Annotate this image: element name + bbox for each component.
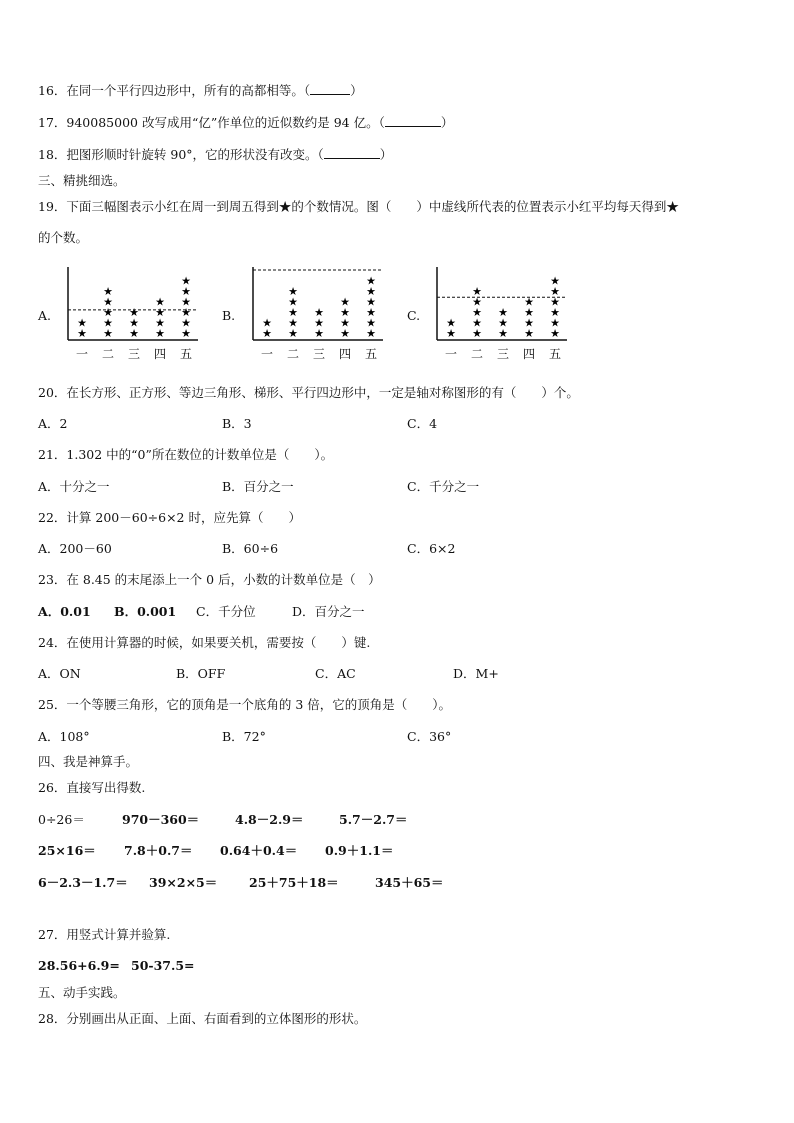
q17-close: ） <box>440 115 454 130</box>
star-mark: ★ <box>446 327 456 340</box>
q24-option-c[interactable]: C．AC <box>315 666 356 681</box>
q26-r1-c3: 4.8－2.9＝ <box>235 812 304 827</box>
star-mark: ★ <box>155 316 165 330</box>
chart-c-letter[interactable]: C. <box>407 308 421 323</box>
chart-c <box>433 265 573 365</box>
q19-line-1: 19．下面三幅图表示小红在周一到周五得到★的个数情况。图（ ）中虚线所代表的位置表示小红平均每天得到★ <box>38 199 679 214</box>
star-mark: ★ <box>129 316 139 330</box>
day-label: 四 <box>153 347 167 361</box>
q24-option-a[interactable]: A．ON <box>38 666 81 681</box>
star-mark: ★ <box>340 316 350 330</box>
question-18 <box>38 146 392 163</box>
star-mark: ★ <box>550 295 560 309</box>
q16-text: 在同一个平行四边形中，所有的高都相等。（ <box>66 83 311 98</box>
day-label: 一 <box>444 347 458 361</box>
question-23: 23．在 8.45 的末尾添上一个 0 后，小数的计数单位是（ ） <box>38 572 381 587</box>
q22-option-a[interactable]: A．200－60 <box>38 541 112 556</box>
star-mark: ★ <box>366 274 376 288</box>
q16-number: 16． <box>38 83 67 98</box>
star-mark: ★ <box>498 306 508 319</box>
star-mark: ★ <box>288 327 298 340</box>
question-24: 24．在使用计算器的时候，如果要关机，需要按（ ）键. <box>38 635 371 650</box>
star-mark: ★ <box>550 327 560 340</box>
question-22: 22．计算 200－60÷6×2 时，应先算（ ） <box>38 510 301 525</box>
star-mark: ★ <box>129 306 139 319</box>
day-label: 二 <box>101 347 115 361</box>
section-3-heading: 三、精挑细选。 <box>38 173 126 188</box>
q16-close: ） <box>350 83 363 98</box>
day-label: 一 <box>75 347 89 361</box>
day-label: 五 <box>179 347 193 361</box>
star-mark: ★ <box>340 295 350 309</box>
star-mark: ★ <box>77 316 87 330</box>
q23-option-c[interactable]: C．千分位 <box>196 604 256 619</box>
question-17 <box>38 114 453 131</box>
q20-option-b[interactable]: B．3 <box>222 416 252 431</box>
q27-title: 27．用竖式计算并验算. <box>38 927 171 942</box>
q26-r3-c1: 6－2.3－1.7＝ <box>38 875 128 890</box>
day-label: 三 <box>127 347 141 361</box>
star-mark: ★ <box>181 327 191 340</box>
q20-option-c[interactable]: C．4 <box>407 416 438 431</box>
q26-r2-c3: 0.64＋0.4＝ <box>220 843 298 858</box>
day-label: 四 <box>522 347 536 361</box>
star-mark: ★ <box>155 295 165 309</box>
question-21: 21．1.302 中的“0”所在数位的计数单位是（ ）。 <box>38 447 334 462</box>
question-20: 20．在长方形、正方形、等边三角形、梯形、平行四边形中，一定是轴对称图形的有（ ）个。 <box>38 385 579 400</box>
star-mark: ★ <box>340 306 350 319</box>
q26-r2-c4: 0.9＋1.1＝ <box>325 843 394 858</box>
chart-a <box>64 265 204 365</box>
star-mark: ★ <box>103 295 113 309</box>
q25-option-c[interactable]: C．36° <box>407 729 452 744</box>
star-mark: ★ <box>366 306 376 319</box>
chart-b <box>249 265 389 365</box>
q26-r1-c1: 0÷26＝ <box>38 812 85 827</box>
q27-item-1: 28.56+6.9= <box>38 958 120 973</box>
star-mark: ★ <box>181 274 191 288</box>
star-mark: ★ <box>262 327 272 340</box>
star-mark: ★ <box>288 316 298 330</box>
q17-number: 17． <box>38 115 67 130</box>
q26-title: 26．直接写出得数. <box>38 780 146 795</box>
star-mark: ★ <box>103 285 113 298</box>
star-mark: ★ <box>314 316 324 330</box>
star-mark: ★ <box>524 316 534 330</box>
chart-a-letter[interactable]: A. <box>38 308 52 323</box>
q24-option-d[interactable]: D．M+ <box>453 666 499 681</box>
q18-answer-blank[interactable] <box>324 146 380 159</box>
day-label: 三 <box>496 347 510 361</box>
star-mark: ★ <box>472 327 482 340</box>
star-mark: ★ <box>181 295 191 309</box>
q22-option-b[interactable]: B．60÷6 <box>222 541 279 556</box>
star-mark: ★ <box>498 316 508 330</box>
star-mark: ★ <box>103 306 113 319</box>
star-mark: ★ <box>181 316 191 330</box>
day-label: 二 <box>286 347 300 361</box>
q26-r2-c1: 25×16＝ <box>38 843 96 858</box>
section-5-heading: 五、动手实践。 <box>38 985 126 1000</box>
q23-option-a[interactable]: A．0.01 <box>38 604 91 619</box>
star-chart-svg <box>249 265 389 365</box>
star-mark: ★ <box>77 327 87 340</box>
star-mark: ★ <box>155 306 165 319</box>
star-mark: ★ <box>550 285 560 298</box>
star-mark: ★ <box>550 274 560 288</box>
q17-answer-blank[interactable] <box>385 114 441 127</box>
star-mark: ★ <box>314 306 324 319</box>
q18-text: 把图形顺时针旋转 90°，它的形状没有改变。（ <box>66 147 324 162</box>
star-mark: ★ <box>288 306 298 319</box>
day-label: 五 <box>548 347 562 361</box>
star-mark: ★ <box>472 306 482 319</box>
q26-r3-c2: 39×2×5＝ <box>149 875 218 890</box>
star-mark: ★ <box>262 316 272 330</box>
star-mark: ★ <box>288 295 298 309</box>
question-16 <box>38 82 363 99</box>
star-mark: ★ <box>472 316 482 330</box>
q26-r3-c3: 25＋75＋18＝ <box>249 875 339 890</box>
star-mark: ★ <box>524 295 534 309</box>
question-25: 25．一个等腰三角形，它的顶角是一个底角的 3 倍，它的顶角是（ ）。 <box>38 697 452 712</box>
q18-close: ） <box>379 147 393 162</box>
star-mark: ★ <box>366 295 376 309</box>
star-mark: ★ <box>155 327 165 340</box>
q21-option-a[interactable]: A．十分之一 <box>38 479 110 494</box>
q23-option-b[interactable]: B．0.001 <box>114 604 177 619</box>
q25-option-a[interactable]: A．108° <box>38 729 90 744</box>
star-chart-svg <box>64 265 204 365</box>
day-label: 三 <box>312 347 326 361</box>
q22-option-c[interactable]: C．6×2 <box>407 541 456 556</box>
star-chart-svg <box>433 265 573 365</box>
q26-r3-c4: 345＋65＝ <box>375 875 444 890</box>
question-28: 28．分别画出从正面、上面、右面看到的立体图形的形状。 <box>38 1011 367 1026</box>
star-mark: ★ <box>366 285 376 298</box>
q18-number: 18． <box>38 147 67 162</box>
day-label: 一 <box>260 347 274 361</box>
q26-r1-c2: 970－360＝ <box>122 812 200 827</box>
star-mark: ★ <box>498 327 508 340</box>
star-mark: ★ <box>472 285 482 298</box>
star-mark: ★ <box>181 285 191 298</box>
star-mark: ★ <box>524 327 534 340</box>
day-label: 四 <box>338 347 352 361</box>
star-mark: ★ <box>181 306 191 319</box>
section-4-heading: 四、我是神算手。 <box>38 754 139 769</box>
star-mark: ★ <box>103 316 113 330</box>
q21-option-b[interactable]: B．百分之一 <box>222 479 294 494</box>
q21-option-c[interactable]: C．千分之一 <box>407 479 480 494</box>
q25-option-b[interactable]: B．72° <box>222 729 266 744</box>
star-mark: ★ <box>366 327 376 340</box>
star-mark: ★ <box>446 316 456 330</box>
q26-r2-c2: 7.8＋0.7＝ <box>124 843 193 858</box>
star-mark: ★ <box>366 316 376 330</box>
q20-option-a[interactable]: A．2 <box>38 416 68 431</box>
star-mark: ★ <box>129 327 139 340</box>
star-mark: ★ <box>524 306 534 319</box>
chart-b-letter[interactable]: B. <box>222 308 236 323</box>
q23-option-d[interactable]: D．百分之一 <box>292 604 365 619</box>
q24-option-b[interactable]: B．OFF <box>176 666 226 681</box>
day-label: 五 <box>364 347 378 361</box>
star-mark: ★ <box>550 306 560 319</box>
q17-text: 940085000 改写成用“亿”作单位的近似数约是 94 亿。（ <box>66 115 385 130</box>
star-mark: ★ <box>314 327 324 340</box>
q19-line-2: 的个数。 <box>38 230 89 245</box>
star-mark: ★ <box>103 327 113 340</box>
q26-r1-c4: 5.7－2.7＝ <box>339 812 408 827</box>
star-mark: ★ <box>288 285 298 298</box>
q27-item-2: 50-37.5= <box>131 958 195 973</box>
day-label: 二 <box>470 347 484 361</box>
q16-answer-blank[interactable] <box>310 82 350 95</box>
star-mark: ★ <box>550 316 560 330</box>
star-mark: ★ <box>340 327 350 340</box>
star-mark: ★ <box>472 295 482 309</box>
